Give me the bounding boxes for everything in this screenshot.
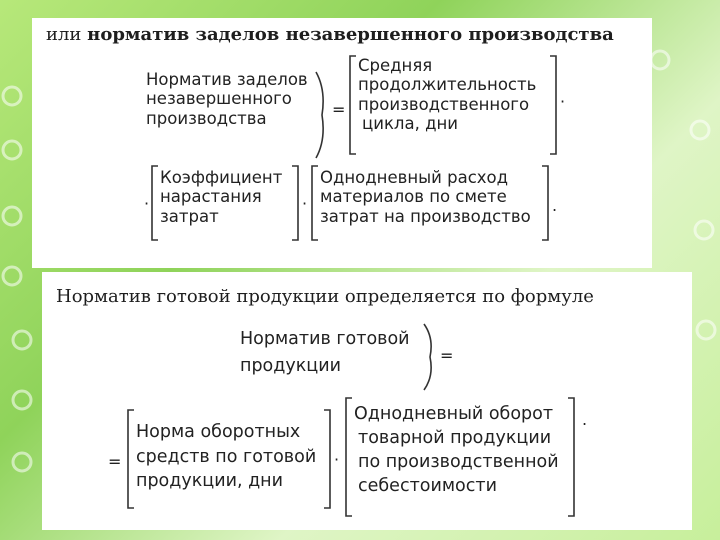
top-equals: =	[332, 100, 346, 119]
bottom-lhs-line: Норматив готовой	[240, 329, 410, 349]
top-coef-label	[160, 168, 282, 226]
top-cycle-line: продолжительность	[358, 75, 537, 95]
top-expense-line: затрат на производство	[320, 206, 531, 226]
top-coef-bracket-left	[150, 164, 160, 242]
top-coef-line: затрат	[160, 206, 219, 226]
bottom-norm-line: Норма оборотных	[136, 422, 301, 442]
top-coef-bracket-right	[290, 164, 300, 242]
top-lhs-label	[146, 70, 308, 128]
bottom-norm-line: продукции, дни	[136, 471, 283, 491]
top-expense-bracket-left	[310, 164, 320, 242]
top-lhs-brace	[314, 70, 328, 160]
bottom-turnover-label	[354, 402, 559, 499]
bottom-norm-bracket-left	[126, 408, 136, 510]
top-heading	[46, 24, 614, 45]
top-cycle-line: цикла, дни	[362, 114, 458, 134]
top-lhs-line: незавершенного	[146, 89, 292, 109]
bottom-norm-bracket-right	[322, 408, 332, 510]
top-expense-line: материалов по смете	[320, 187, 507, 207]
top-cycle-bracket-left	[348, 54, 358, 156]
top-expense-bracket-right	[540, 164, 550, 242]
bottom-lhs-line: продукции	[240, 356, 341, 377]
bottom-turnover-line: по производственной	[358, 452, 559, 473]
top-cycle-bracket-right	[548, 54, 558, 156]
bottom-turnover-bracket-right	[566, 396, 576, 518]
top-lhs-line: Норматив заделов	[146, 70, 308, 89]
bottom-lhs-label	[240, 326, 410, 380]
top-lhs-line: производства	[146, 108, 267, 128]
top-dot-2: ·	[144, 194, 150, 213]
top-heading-prefix: или	[46, 24, 88, 45]
bottom-equals-1: =	[440, 346, 454, 365]
top-coef-line: Коэффициент	[160, 168, 283, 187]
bottom-norm-label	[136, 420, 316, 494]
bottom-turnover-line: себестоимости	[358, 476, 497, 497]
bottom-heading: Норматив готовой продукции определяется по формуле	[56, 286, 594, 307]
top-heading-bold: норматив заделов незавершенного производства	[87, 24, 614, 45]
top-period: .	[552, 196, 558, 215]
bottom-dot: ·	[334, 450, 340, 469]
bottom-formula-panel	[42, 272, 692, 530]
bottom-turnover-line: товарной продукции	[358, 428, 552, 449]
top-coef-line: нарастания	[160, 187, 262, 207]
top-expense-line: Однодневный расход	[320, 168, 509, 187]
top-cycle-line: производственного	[358, 94, 530, 114]
bottom-period: .	[582, 410, 588, 429]
bottom-lhs-brace	[422, 322, 436, 392]
bottom-turnover-bracket-left	[344, 396, 354, 518]
top-cycle-label	[358, 56, 536, 134]
top-dot-3: ·	[302, 194, 308, 213]
top-dot-1: ·	[560, 92, 566, 111]
top-cycle-line: Средняя	[358, 56, 433, 75]
bottom-equals-2: =	[108, 452, 122, 471]
top-formula-panel	[32, 18, 652, 268]
bottom-norm-line: средств по готовой	[136, 446, 317, 467]
bottom-turnover-line: Однодневный оборот	[354, 404, 554, 424]
top-expense-label	[320, 168, 531, 226]
